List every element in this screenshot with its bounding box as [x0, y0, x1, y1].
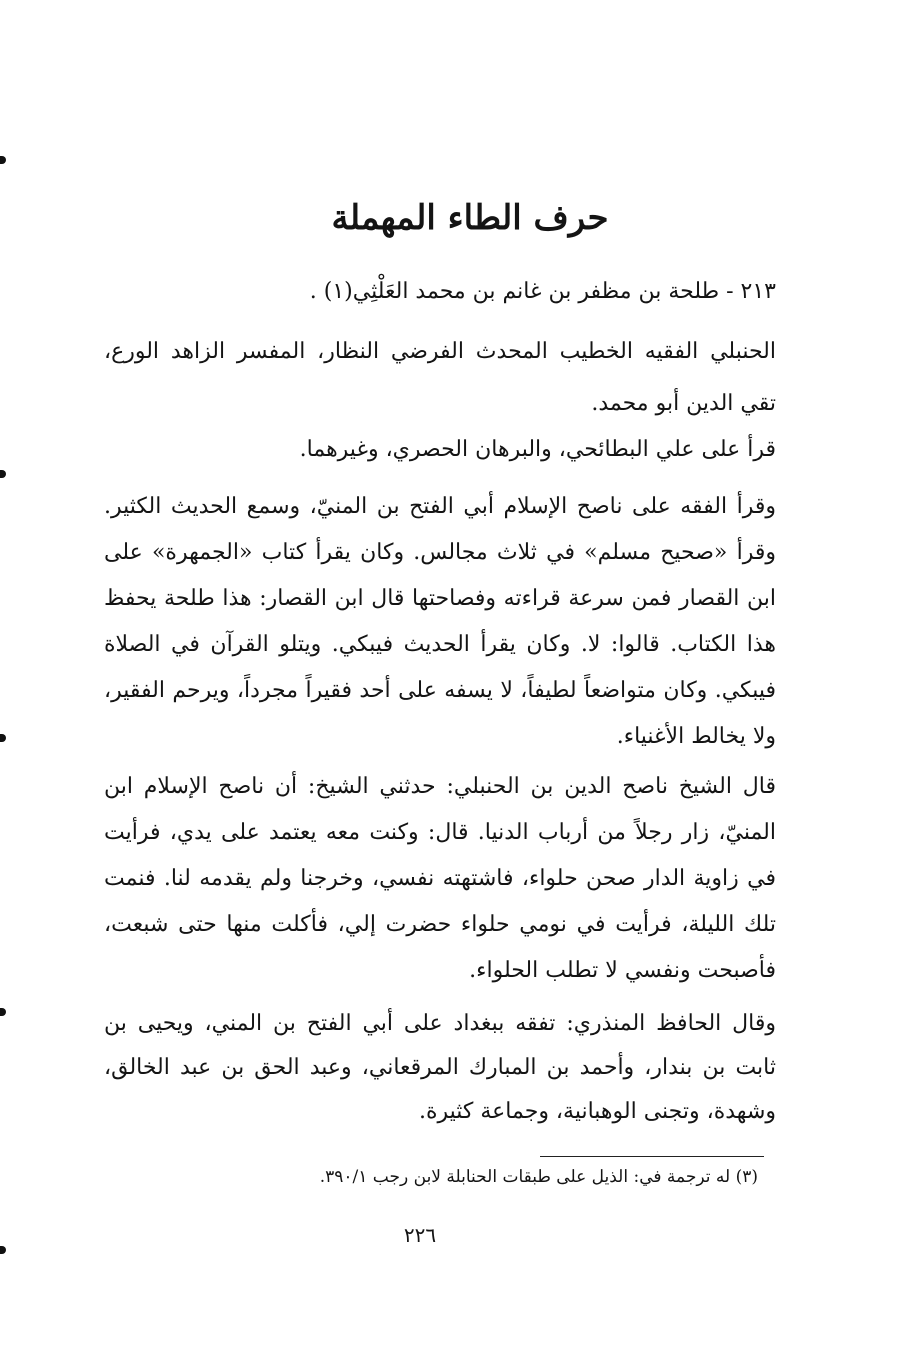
entry-description: الحنبلي الفقيه الخطيب المحدث الفرضي النظار، المفسر الزاهد الورع، تقي الدين أبو محمد. — [104, 339, 776, 416]
footnote: (٣) له ترجمة في: الذيل على طبقات الحنابلة لابن رجب ٣٩٠/١. — [319, 1167, 758, 1187]
footnote-divider — [540, 1156, 764, 1157]
page-number: ٢٢٦ — [403, 1223, 437, 1247]
entry-heading: ٢١٣ - طلحة بن مظفر بن غانم بن محمد العَلْثِي(١) . — [309, 279, 776, 304]
paragraph-halwa-story: قال الشيخ ناصح الدين بن الحنبلي: حدثني الشيخ: أن ناصح الإسلام ابن المنيّ، زار رجلاً من أرباب الدنيا. قال: وكنت معه يعتمد على يدي، فرأيت في زاوية الدار صحن حلواء، فاشتهته نفسي، وخرجنا ولم يقدمه لنا. فنمت تلك الليلة، فرأيت في نومي حلواء حضرت إلي، فأكلت منها حتى شبعت، فأصبحت ونفسي لا تطلب الحلواء. — [104, 774, 776, 983]
chapter-title: حرف الطاء المهملة — [331, 198, 609, 238]
scan-edge-mark — [0, 156, 6, 164]
scan-edge-mark — [0, 1246, 6, 1254]
paragraph-fiqh-hadith: وقرأ الفقه على ناصح الإسلام أبي الفتح بن المنيّ، وسمع الحديث الكثير. وقرأ «صحيح مسلم» في ثلاث مجالس. وكان يقرأ كتاب «الجمهرة» على ابن القصار فمن سرعة قراءته وفصاحتها قال ابن القصار: هذا طلحة يحفظ هذا الكتاب. قالوا: لا. وكان يقرأ الحديث فيبكي. ويتلو القرآن في الصلاة فيبكي. وكان متواضعاً لطيفاً، لا يسفه على أحد فقيراً مجرداً، ويرحم الفقير، ولا يخالط الأغنياء. — [104, 494, 776, 749]
scan-edge-mark — [0, 1008, 6, 1016]
paragraph-al-mundhiri: وقال الحافظ المنذري: تفقه ببغداد على أبي الفتح بن المني، ويحيى بن ثابت بن بندار، وأحمد بن المبارك المرقعاني، وعبد الحق بن عبد الخالق، وشهدة، وتجنى الوهبانية، وجماعة كثيرة. — [104, 1011, 776, 1124]
scan-edge-mark — [0, 470, 6, 478]
scan-edge-mark — [0, 734, 6, 742]
paragraph-teachers: قرأ على علي البطائحي، والبرهان الحصري، وغيرهما. — [299, 437, 776, 462]
